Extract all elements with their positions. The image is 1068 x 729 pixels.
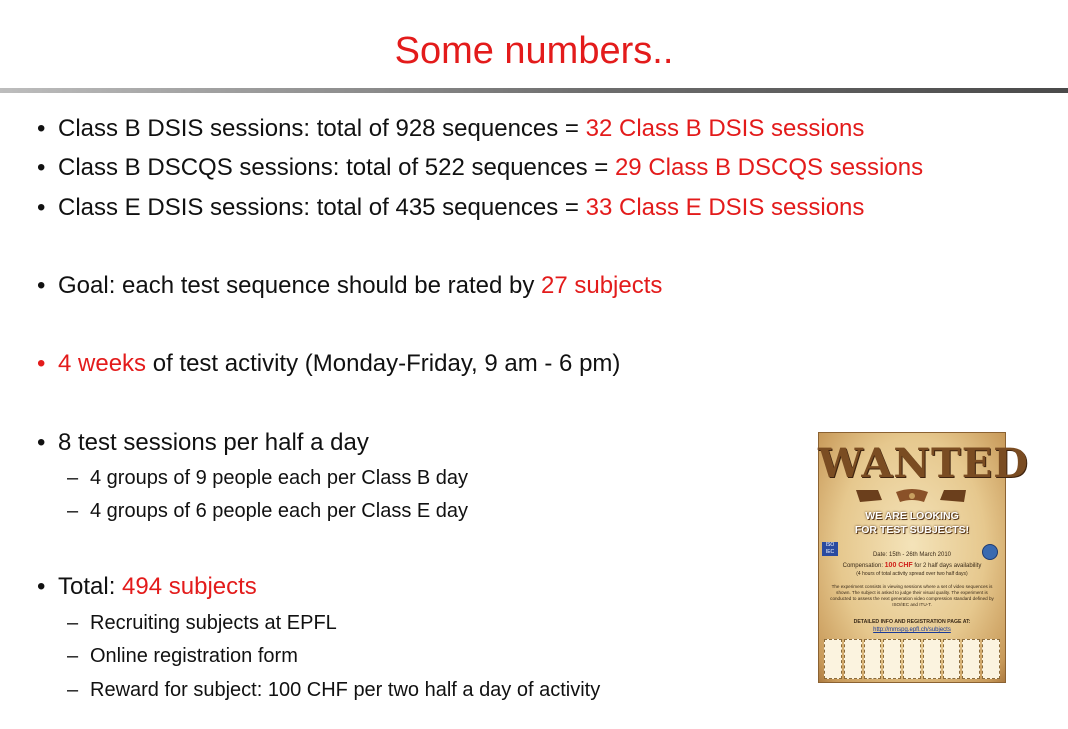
- poster-hours: (4 hours of total activity spread over two half days): [856, 571, 968, 577]
- poster-url: http://mmspg.epfl.ch/subjects: [873, 627, 951, 633]
- poster-date: Date: 15th - 26th March 2010: [872, 552, 952, 558]
- sub-bullet-text: 4 groups of 6 people each per Class E day: [90, 500, 469, 522]
- sub-bullet-text: 4 groups of 9 people each per Class B day: [90, 467, 469, 489]
- poster-compensation: [818, 562, 1006, 569]
- poster-tear-off-strips: [824, 639, 1000, 679]
- poster-looking-line2: FOR TEST SUBJECTS!: [854, 524, 970, 536]
- bullet-text: Class E DSIS sessions: total of 435 sequences =: [58, 194, 586, 221]
- title-divider: [0, 88, 1068, 93]
- bullet-dot: •: [37, 194, 46, 221]
- bullet-dot: •: [37, 272, 46, 299]
- poster-comp-amount: 100 CHF: [884, 562, 913, 569]
- tear-off-strip: [962, 639, 980, 679]
- bullet-highlight: 494 subjects: [122, 573, 257, 600]
- bullet-highlight: 29 Class B DSCQS sessions: [614, 154, 924, 181]
- tear-off-strip: [923, 639, 941, 679]
- bullet-dot: •: [37, 429, 46, 456]
- bullet-highlight: 27 subjects: [541, 272, 663, 299]
- tear-off-strip: [844, 639, 862, 679]
- sub-bullet-text: Recruiting subjects at EPFL: [90, 612, 337, 634]
- bullet-dot: •: [37, 115, 46, 142]
- bullet-text: 8 test sessions per half a day: [58, 429, 369, 456]
- tear-off-strip: [982, 639, 1000, 679]
- sub-bullet-text: Reward for subject: 100 CHF per two half a day of activity: [90, 679, 601, 701]
- poster-info-heading: DETAILED INFO AND REGISTRATION PAGE AT:: [853, 619, 971, 625]
- poster-comp-detail: for 2 half days availability: [912, 563, 982, 569]
- bullet-text: Goal: each test sequence should be rated by: [58, 272, 541, 299]
- poster-looking-line1: WE ARE LOOKING: [865, 510, 959, 522]
- bullet-text: Class B DSIS sessions: total of 928 sequences =: [58, 115, 586, 142]
- bullet-text: of test activity (Monday-Friday, 9 am - 6 pm): [146, 350, 621, 377]
- iso-iec-logo: ISO IEC: [822, 542, 838, 556]
- bullet-highlight: 33 Class E DSIS sessions: [585, 194, 865, 221]
- sub-bullet-dash: –: [67, 612, 79, 634]
- wanted-poster-image: [818, 432, 1029, 683]
- sub-bullet-text: Online registration form: [90, 645, 298, 667]
- bullet-highlight: 32 Class B DSIS sessions: [585, 115, 865, 142]
- poster-looking-text: [818, 509, 1006, 537]
- cowboy-boots-icon: [848, 486, 976, 506]
- tear-off-strip: [864, 639, 882, 679]
- bullet-text: Total:: [58, 573, 123, 600]
- sub-bullet-dash: –: [67, 500, 79, 522]
- sub-bullet-dash: –: [67, 467, 79, 489]
- sub-bullet-dash: –: [67, 679, 79, 701]
- bullet-text: Class B DSCQS sessions: total of 522 sequences =: [58, 154, 615, 181]
- tear-off-strip: [824, 639, 842, 679]
- tear-off-strip: [903, 639, 921, 679]
- slide-title: Some numbers..: [394, 30, 674, 72]
- tear-off-strip: [883, 639, 901, 679]
- bullet-dot: •: [37, 350, 46, 377]
- sub-bullet-dash: –: [67, 645, 79, 667]
- poster-description: The experiment consists in viewing sessions where a set of video sequences is shown. The subject is asked to judge their visual quality. The experiment is conducted to assess the next generation video compression standard defined by ISO/IEC and ITU-T.: [830, 584, 994, 607]
- poster-headline: WANTED: [818, 440, 1029, 487]
- bullet-dot: •: [37, 154, 46, 181]
- poster-comp-label: Compensation:: [842, 563, 885, 569]
- bullet-dot: •: [37, 573, 46, 600]
- tear-off-strip: [943, 639, 961, 679]
- bullet-highlight: 4 weeks: [58, 350, 147, 377]
